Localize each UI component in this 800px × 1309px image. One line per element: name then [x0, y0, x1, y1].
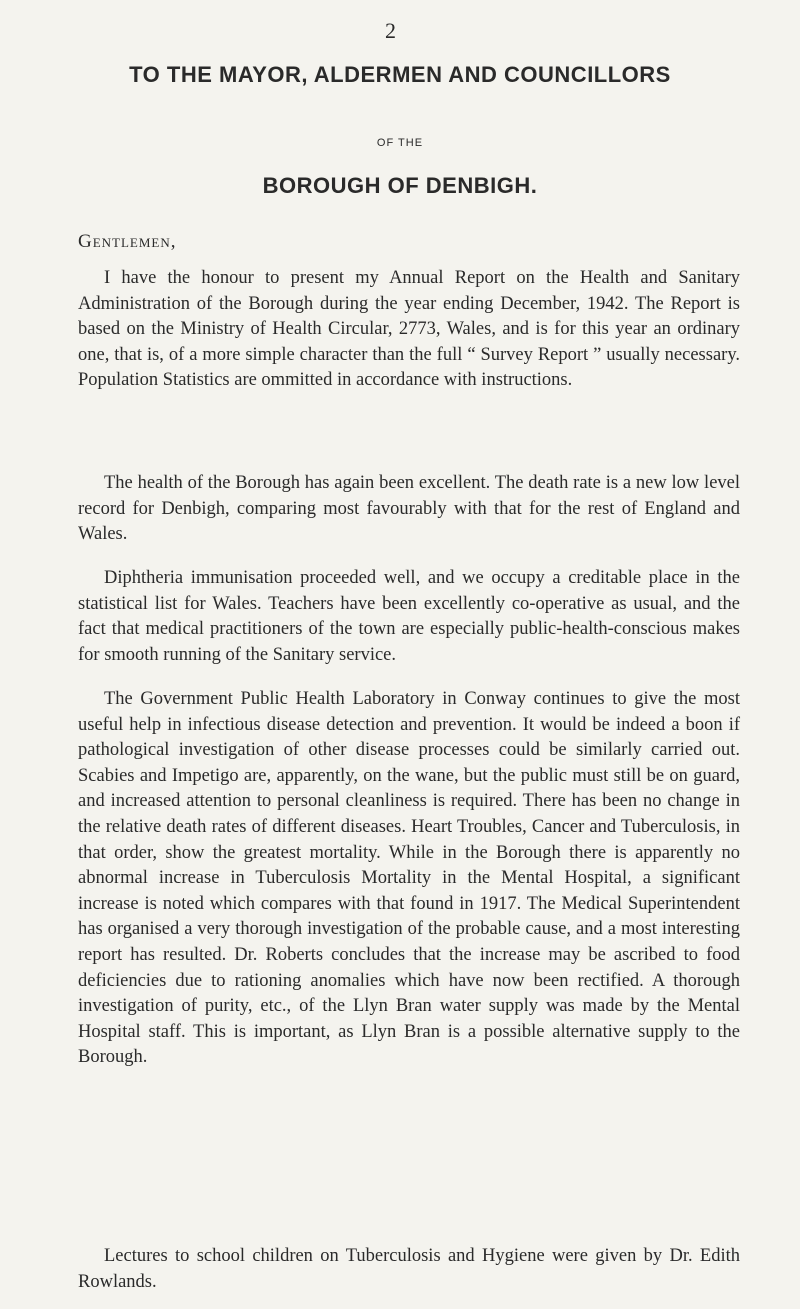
address-heading-of: OF THE [376, 137, 424, 149]
page-number: 2 [385, 18, 396, 43]
paragraph-annual-report: I have the honour to present my Annual Report on the Health and Sanitary Administration of the Borough during the year ending December, 1942. The Report is based on the Ministry of Health Circular, 2773, Wales, and is for this year an ordinary one, that is, of a more simple character than the full “ Survey Report ” usually necessary. Population Statistics are ommitted in accordance with instructions. [78, 268, 740, 391]
salutation: Gentlemen, [78, 231, 177, 252]
paragraph-laboratory: The Government Public Health Laboratory in Conway continues to give the most useful help in infectious disease detection and prevention. It would be indeed a boon if pathological investigation of other disease processes could be similarly carried out. Scabies and Impetigo are, apparently, on the wane, but the public must still be on guard, and increased attention to personal cleanliness is required. There has been no change in the relative death rates of different diseases. Heart Troubles, Cancer and Tuberculosis, in that order, show the greatest mortality. While in the Borough there is apparently no abnormal increase in Tuberculosis Mortality in the Mental Hospital, a significant increase is noted which compares with that found in 1917. The Medical Superintendent has organised a very thorough investigation of the probable cause, and a most interesting report has resulted. Dr. Roberts concludes that the increase may be ascribed to food deficiencies due to rationing anomalies which have now been rectified. A thorough investigation of purity, etc., of the Llyn Bran water supply was made by the Mental Hospital staff. This is important, as Llyn Bran is a possible alternative supply to the Borough. [78, 689, 740, 1068]
paragraph-diphtheria: Diphtheria immunisation proceeded well, and we occupy a creditable place in the statistical list for Wales. Teachers have been excellently co-operative as usual, and the fact that medical practitioners of the town are especially public-health-conscious makes for smooth running of the Sanitary service. [78, 568, 740, 665]
paragraph-borough-health: The health of the Borough has again been excellent. The death rate is a new low level record for Denbigh, comparing most favourably with that for the rest of England and Wales. [78, 473, 740, 545]
borough-heading: BOROUGH OF DENBIGH. [262, 173, 538, 198]
paragraph-lectures: Lectures to school children on Tuberculosis and Hygiene were given by Dr. Edith Rowlands. [78, 1246, 740, 1292]
address-heading: TO THE MAYOR, ALDERMEN AND COUNCILLORS [129, 62, 671, 87]
